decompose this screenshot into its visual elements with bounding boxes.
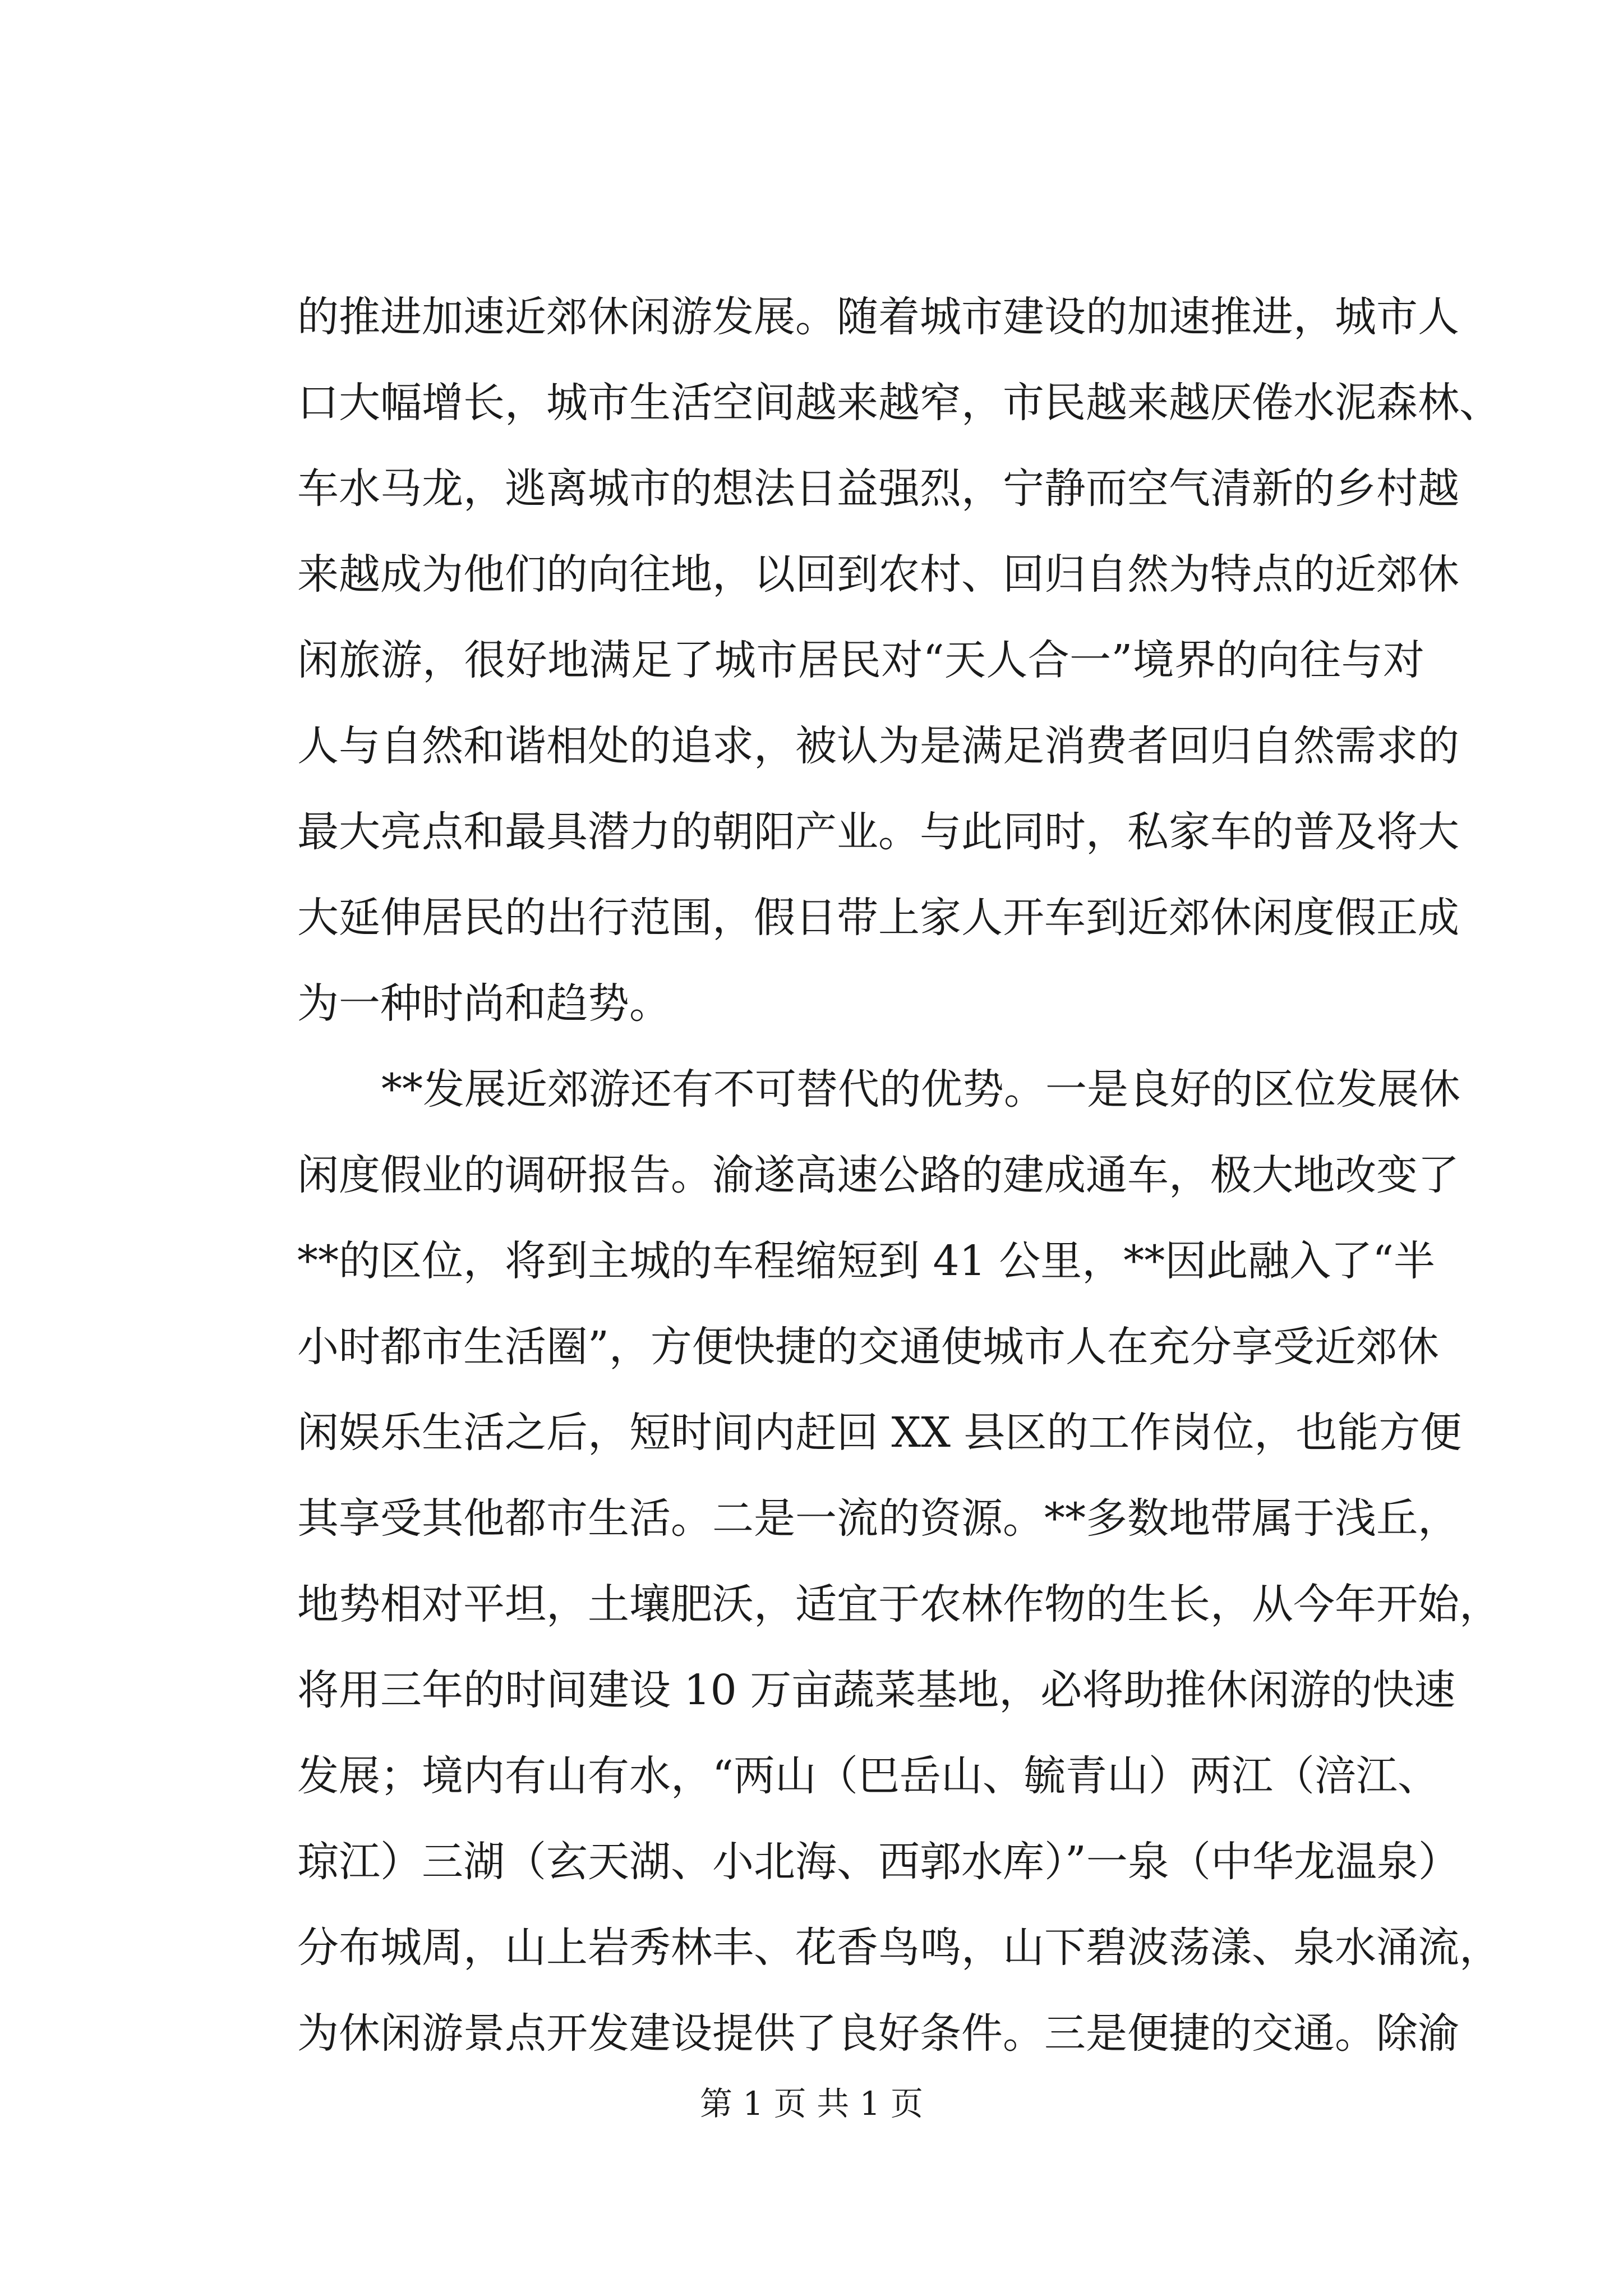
paragraph-2-line-5: 闲娱乐生活之后，短时间内赶回 XX 县区的工作岗位，也能方便 bbox=[297, 1409, 1462, 1457]
paragraph-2-line-4: 小时都市生活圈”，方便快捷的交通使城市人在充分享受近郊休 bbox=[297, 1323, 1439, 1371]
paragraph-2-line-8: 将用三年的时间建设 10 万亩蔬菜基地，必将助推休闲游的快速 bbox=[297, 1666, 1456, 1714]
paragraph-1-line-9: 为一种时尚和趋势。 bbox=[297, 979, 671, 1028]
paragraph-1-line-8: 大延伸居民的出行范围，假日带上家人开车到近郊休闲度假正成 bbox=[297, 894, 1459, 942]
page-footer: 第 1 页 共 1 页 bbox=[700, 2085, 923, 2123]
paragraph-1-line-5: 闲旅游，很好地满足了城市居民对“天人合一”境界的向往与对 bbox=[297, 636, 1424, 684]
paragraph-2-line-1: **发展近郊游还有不可替代的优势。一是良好的区位发展休 bbox=[381, 1065, 1460, 1114]
paragraph-2-line-12: 为休闲游景点开发建设提供了良好条件。三是便捷的交通。除渝 bbox=[297, 2009, 1459, 2058]
paragraph-2-line-3: **的区位，将到主城的车程缩短到 41 公里，**因此融入了“半 bbox=[297, 1237, 1436, 1285]
paragraph-2-line-9: 发展；境内有山有水，“两山（巴岳山、毓青山）两江（涪江、 bbox=[297, 1752, 1439, 1800]
paragraph-1-line-1: 的推进加速近郊休闲游发展。随着城市建设的加速推进，城市人 bbox=[297, 293, 1459, 341]
paragraph-2-line-7: 地势相对平坦，土壤肥沃，适宜于农林作物的生长，从今年开始， bbox=[297, 1580, 1501, 1628]
paragraph-1-line-3: 车水马龙，逃离城市的想法日益强烈，宁静而空气清新的乡村越 bbox=[297, 464, 1459, 513]
paragraph-2-line-2: 闲度假业的调研报告。渝遂高速公路的建成通车，极大地改变了 bbox=[297, 1151, 1459, 1199]
paragraph-2-line-6: 其享受其他都市生活。二是一流的资源。**多数地带属于浅丘， bbox=[297, 1494, 1459, 1543]
paragraph-2-line-11: 分布城周，山上岩秀林丰、花香鸟鸣，山下碧波荡漾、泉水涌流， bbox=[297, 1924, 1501, 1972]
paragraph-2-line-10: 琼江）三湖（玄天湖、小北海、西郭水库）”一泉（中华龙温泉） bbox=[297, 1838, 1460, 1886]
paragraph-1-line-6: 人与自然和谐相处的追求，被认为是满足消费者回归自然需求的 bbox=[297, 722, 1459, 770]
paragraph-1-line-2: 口大幅增长，城市生活空间越来越窄，市民越来越厌倦水泥森林、 bbox=[297, 379, 1501, 427]
paragraph-1-line-4: 来越成为他们的向往地，以回到农村、回归自然为特点的近郊休 bbox=[297, 550, 1459, 599]
paragraph-1-line-7: 最大亮点和最具潜力的朝阳产业。与此同时，私家车的普及将大 bbox=[297, 808, 1459, 856]
